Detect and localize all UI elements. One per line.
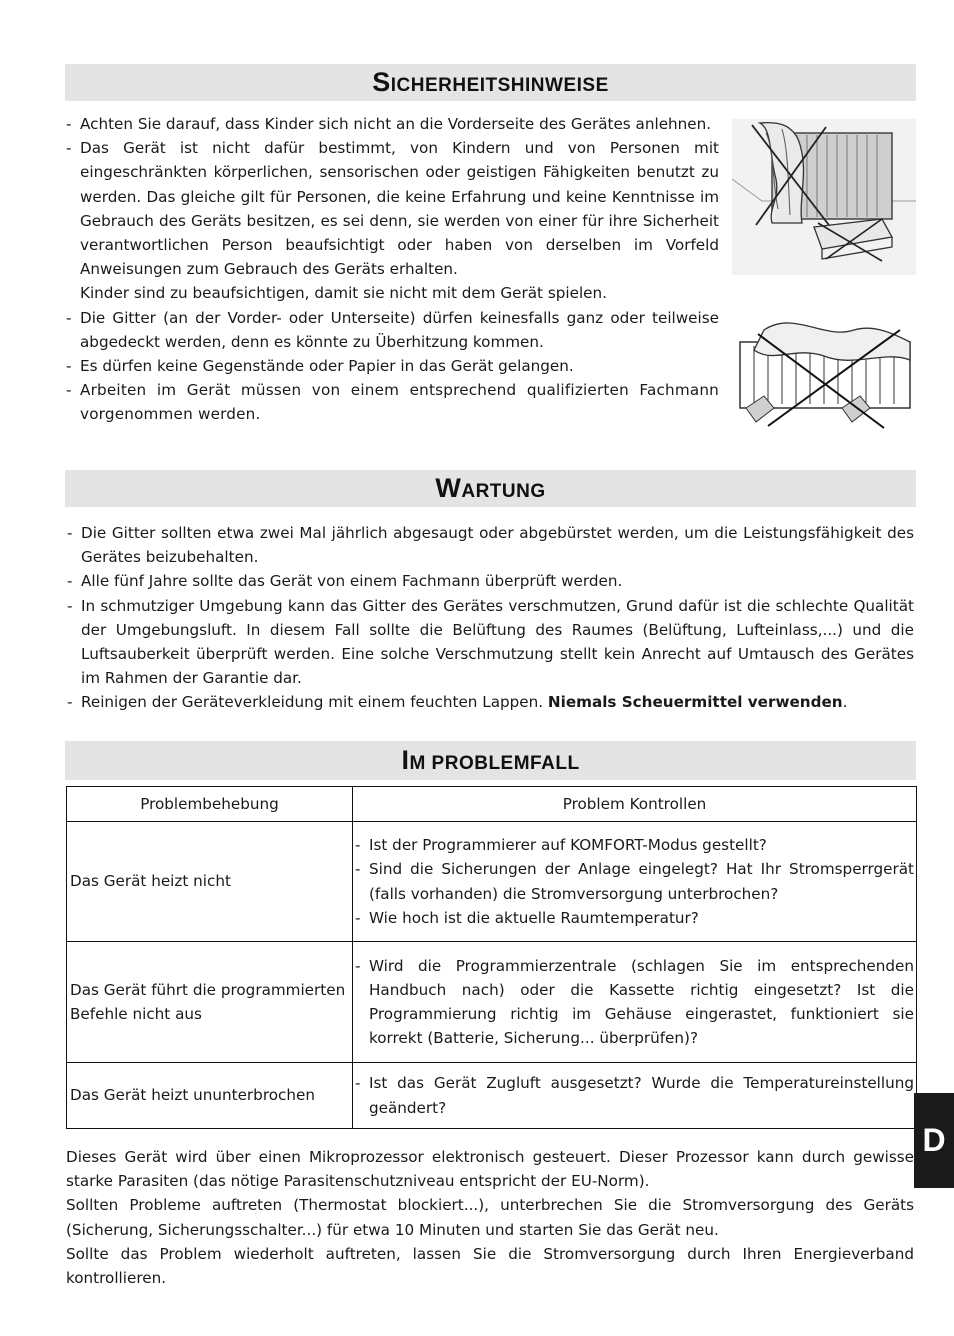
table-header-row	[67, 787, 917, 822]
checks-cell	[353, 822, 917, 942]
column-header: Problem Kontrollen	[353, 787, 917, 822]
problem-cell: Das Gerät heizt ununterbrochen	[67, 1063, 353, 1129]
problem-cell: Das Gerät heizt nicht	[67, 822, 353, 942]
list-item: - Reinigen der Geräteverkleidung mit einem feuchten Lappen. Niemals Scheuermittel verwenden.	[67, 690, 914, 714]
table-row	[67, 942, 917, 1063]
troubleshooting-heading: IM PROBLEMFALL	[65, 741, 916, 780]
check-item: - Wie hoch ist die aktuelle Raumtemperatur?	[355, 906, 914, 930]
paragraph: Dieses Gerät wird über einen Mikroprozessor elektronisch gesteuert. Dieser Prozessor kann durch gewisse starke Parasiten (das nötige Parasitenschutzniveau entspricht der EU-Norm).	[66, 1148, 914, 1191]
table-row	[67, 1063, 917, 1129]
paragraph: Sollte das Problem wiederholt auftreten, lassen Sie die Stromversorgung durch Ihren Energieverband kontrollieren.	[66, 1244, 914, 1288]
closing-notes	[66, 1145, 914, 1290]
covered-heater-illustration	[732, 119, 916, 275]
warning-text: Niemals Scheuermittel verwenden	[547, 693, 843, 712]
draped-heater-illustration	[734, 290, 916, 444]
paragraph: Sollten Probleme auftreten (Thermostat blockiert...), unterbrechen Sie die Stromversorgung des Geräts (Sicherung, Sicherungsschalter...) für etwa 10 Minuten und starten Sie das Gerät neu.	[66, 1196, 914, 1239]
maintenance-heading: WARTUNG	[65, 470, 916, 507]
check-item: - Ist der Programmierer auf KOMFORT-Modus gestellt?	[355, 833, 914, 857]
checks-cell	[353, 1063, 917, 1129]
list-item: - Alle fünf Jahre sollte das Gerät von einem Fachmann überprüft werden.	[67, 569, 914, 593]
check-item: - Ist das Gerät Zugluft ausgesetzt? Wurde die Temperatureinstellung geändert?	[355, 1071, 914, 1119]
check-item: - Wird die Programmierzentrale (schlagen Sie im entsprechenden Handbuch nach) oder die Kassette richtig eingesetzt? Ist die Programmierung richtig im Gehäuse eingerastet, funktioniert sie korrekt (Batterie, Sicherung... überprüfen)?	[355, 954, 914, 1051]
list-item: - Achten Sie darauf, dass Kinder sich nicht an die Vorderseite des Gerätes anlehnen.	[66, 112, 719, 136]
children-note: Kinder sind zu beaufsichtigen, damit sie nicht mit dem Gerät spielen.	[80, 284, 607, 303]
list-item: - Die Gitter sollten etwa zwei Mal jährlich abgesaugt oder abgebürstet werden, um die Leistungsfähigkeit des Gerätes beizubehalten.	[67, 521, 914, 569]
check-item: - Sind die Sicherungen der Anlage eingelegt? Hat Ihr Stromsperrgerät (falls vorhanden) die Stromversorgung unterbrochen?	[355, 857, 914, 905]
list-item: - Arbeiten im Gerät müssen von einem entsprechend qualifizierten Fachmann vorgenommen werden.	[66, 378, 719, 426]
list-item: - In schmutziger Umgebung kann das Gitter des Gerätes verschmutzen, Grund dafür ist die schlechte Qualität der Umgebungsluft. In diesem Fall sollte die Belüftung des Raumes (Belüftung, Lufteinlass,...) und die Luftsauberkeit überprüft werden. Eine solche Verschmutzung stellt kein Anrecht auf Umtausch des Gerätes im Rahmen der Garantie dar.	[67, 594, 914, 691]
column-header: Problembehebung	[67, 787, 353, 822]
troubleshooting-table	[66, 786, 917, 1129]
list-item: - Es dürfen keine Gegenstände oder Papier in das Gerät gelangen.	[66, 354, 719, 378]
maintenance-list	[67, 521, 914, 715]
table-row	[67, 822, 917, 942]
language-tab: D	[914, 1093, 954, 1188]
list-item: - Die Gitter (an der Vorder- oder Unterseite) dürfen keinesfalls ganz oder teilweise abgedeckt werden, denn es könnte zu Überhitzung kommen.	[66, 306, 719, 354]
problem-cell: Das Gerät führt die programmierten Befehle nicht aus	[67, 942, 353, 1063]
safety-heading: SICHERHEITSHINWEISE	[65, 64, 916, 101]
list-item: - Das Gerät ist nicht dafür bestimmt, von Kindern und von Personen mit eingeschränkten körperlichen, sensorischen oder geistigen Fähigkeiten benutzt zu werden. Das gleiche gilt für Personen, die keine Erfahrung und keine Kenntnisse im Gebrauch des Geräts besitzen, es sei denn, sie werden von einer für ihre Sicherheit verantwortlichen Person beaufsichtigt oder haben von derselben im Vorfeld Anweisungen zum Gebrauch des Geräts erhalten. Kinder sind zu beaufsichtigen, damit sie nicht mit dem Gerät spielen.	[66, 136, 719, 305]
checks-cell	[353, 942, 917, 1063]
safety-list	[66, 112, 719, 427]
